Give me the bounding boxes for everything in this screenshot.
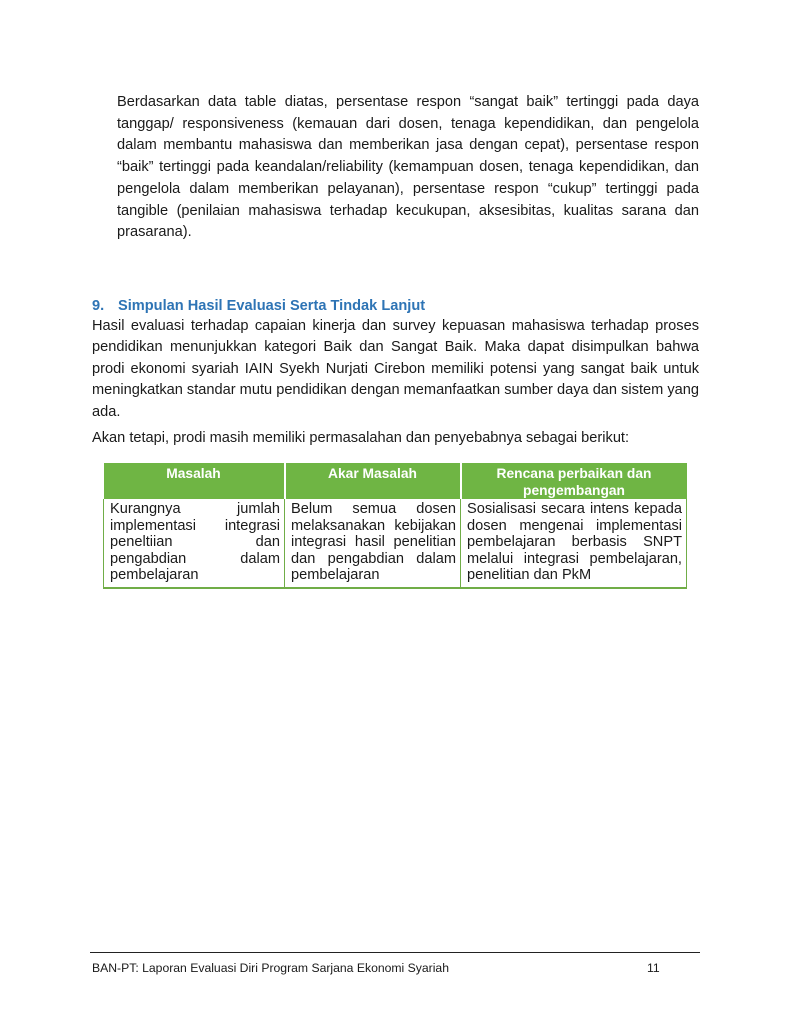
table-header-masalah: Masalah — [104, 463, 285, 499]
problems-table — [103, 463, 687, 589]
table-row — [104, 499, 687, 588]
table-cell-masalah: Kurangnya jumlah implementasi integrasi peneltiian dan pengabdian dalam pembelajaran — [104, 499, 285, 588]
section-title: Simpulan Hasil Evaluasi Serta Tindak Lanjut — [118, 298, 426, 314]
table-header-akar-masalah: Akar Masalah — [285, 463, 461, 499]
paragraph-survey-summary: Berdasarkan data table diatas, persentase respon “sangat baik” tertinggi pada daya tanggap/ responsiveness (kemauan dari dosen, tenaga kependidikan, dan pengelola dalam membantu mahasiswa dan memberikan jasa dengan cepat), persentase respon “baik” tertinggi pada keandalan/reliability (kemampuan dosen, tenaga kependidikan, dan pengelola dalam memberikan pelayanan), persentase respon “cukup” tertinggi pada tangible (penilaian mahasiswa terhadap kecukupan, aksesibitas, kualitas sarana dan prasarana). — [117, 94, 699, 241]
table-cell-rencana: Sosialisasi secara intens kepada dosen mengenai implementasi pembelajaran berbasis SNPT melalui integrasi pembelajaran, penelitian dan PkM — [461, 499, 687, 588]
footer-divider — [90, 952, 700, 953]
page-number: 11 — [647, 961, 660, 975]
paragraph-problems-intro: Akan tetapi, prodi masih memiliki permasalahan dan penyebabnya sebagai berikut: — [92, 430, 630, 446]
table-header-row — [104, 463, 687, 499]
footer-text: BAN-PT: Laporan Evaluasi Diri Program Sarjana Ekonomi Syariah — [92, 961, 449, 975]
table-cell-akar-masalah: Belum semua dosen melaksanakan kebijakan integrasi hasil penelitian dan pengabdian dalam pembelajaran — [285, 499, 461, 588]
section-number: 9. — [92, 298, 105, 314]
section-heading — [92, 296, 425, 316]
paragraph-conclusion: Hasil evaluasi terhadap capaian kinerja dan survey kepuasan mahasiswa terhadap proses pendidikan menunjukkan kategori Baik dan Sangat Baik. Maka dapat disimpulkan bahwa prodi ekonomi syariah IAIN Syekh Nurjati Cirebon memiliki potensi yang sangat baik untuk meningkatkan standar mutu pendidikan dengan memanfaatkan sumber daya dan sistem yang ada. — [92, 318, 699, 420]
table-header-rencana: Rencana perbaikan dan pengembangan — [461, 463, 687, 499]
